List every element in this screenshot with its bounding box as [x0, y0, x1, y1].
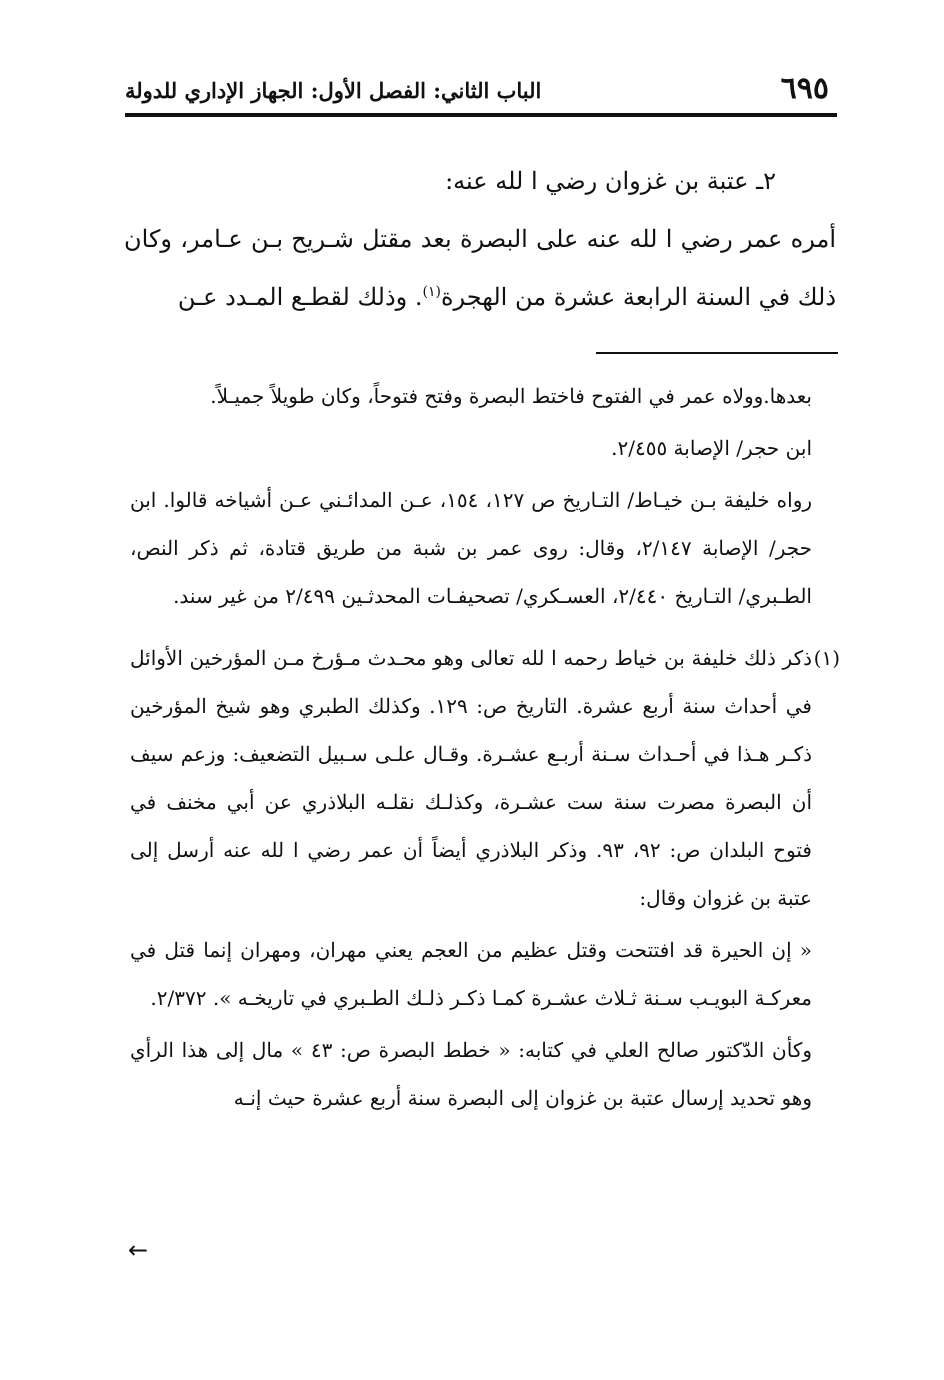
footnote-1-number: (١)	[813, 646, 840, 670]
footnote-1-text: ذكر ذلك خليفة بن خياط رحمه ا لله تعالى وهو محـدث مـؤرخ مـن المؤرخين الأوائل في أحداث سنة أربع عشرة. التاريخ ص: ١٢٩. وكذلك الطبري وهو شيخ المؤرخين ذكـر هـذا في أحـداث سـنة أربـع عشـرة. وقـال علـى سـبيل التضعيف: وزعم سيف أن البصرة مصرت سنة ست عشـرة، وكذلـك نقلـه البلاذري عن أبي مخنف في فتوح البلدان ص: ٩٢، ٩٣. وذكر البلاذري أيضاً أن عمر رضي ا لله عنه أرسل إلى عتبة بن غزوان وقال:	[130, 646, 812, 910]
footnote-last-paragraph: وكأن الدّكتور صالح العلي في كتابه: « خطط البصرة ص: ٤٣ » مال إلى هذا الرأي وهو تحديد إرسال عتبة بن غزوان إلى البصرة سنة أربع عشرة حيث إنـه	[130, 1038, 812, 1110]
footnote-source: ابن حجر/ الإصابة ٢/٤٥٥.	[611, 436, 812, 460]
main-text	[124, 152, 836, 326]
footnote-narration: رواه خليفة بـن خيـاط/ التـاريخ ص ١٢٧، ١٥٤، عـن المدائـني عـن أشياخه قالوا. ابن حجر/ الإصابة ٢/١٤٧، وقال: روى عمر بن شبة من طريق قتادة، ثم ذكر النص، الطـبري/ التـاريخ ٢/٤٤٠، العسـكري/ تصحيفـات المحدثـين ٢/٤٩٩ من غير سند.	[130, 488, 813, 608]
section-title: ٢ـ عتبة بن غزوان رضي ا لله عنه:	[445, 167, 776, 195]
running-title: الباب الثاني: الفصل الأول: الجهاز الإداري للدولة	[125, 78, 542, 103]
main-paragraph-line-1: أمره عمر رضي ا لله عنه على البصرة بعد مقتل شـريح بـن عـامر،	[180, 225, 836, 253]
page-number: ٦٩٥	[780, 71, 829, 106]
header-rule	[125, 113, 837, 117]
footnote-1	[130, 634, 840, 922]
footnote-separator	[596, 352, 838, 354]
main-paragraph	[124, 210, 836, 326]
continue-arrow-icon: ←	[128, 1236, 149, 1264]
footnotes	[130, 372, 840, 1126]
main-paragraph-line-2-end: . وذلك لقطـع المـدد عـن	[177, 283, 423, 311]
footnote-reference[interactable]: (١)	[422, 284, 441, 300]
page-header	[125, 70, 837, 114]
footnote-quote: « إن الحيرة قد افتتحت وقتل عظيم من العجم يعني مهران، ومهران إنما قتل في معركـة البويـب سـنة ثـلاث عشـرة كمـا ذكـر ذلـك الطـبري في تاريخـه ». ٢/٣٧٢.	[130, 938, 812, 1010]
footnote-continued-line: بعدها.وولاه عمر في الفتوح فاختط البصرة وفتح فتوحاً، وكان طويلاً جميـلاً.	[210, 384, 812, 408]
main-paragraph-line-2: وكان ذلك في السنة الرابعة عشرة من الهجرة	[124, 225, 836, 311]
